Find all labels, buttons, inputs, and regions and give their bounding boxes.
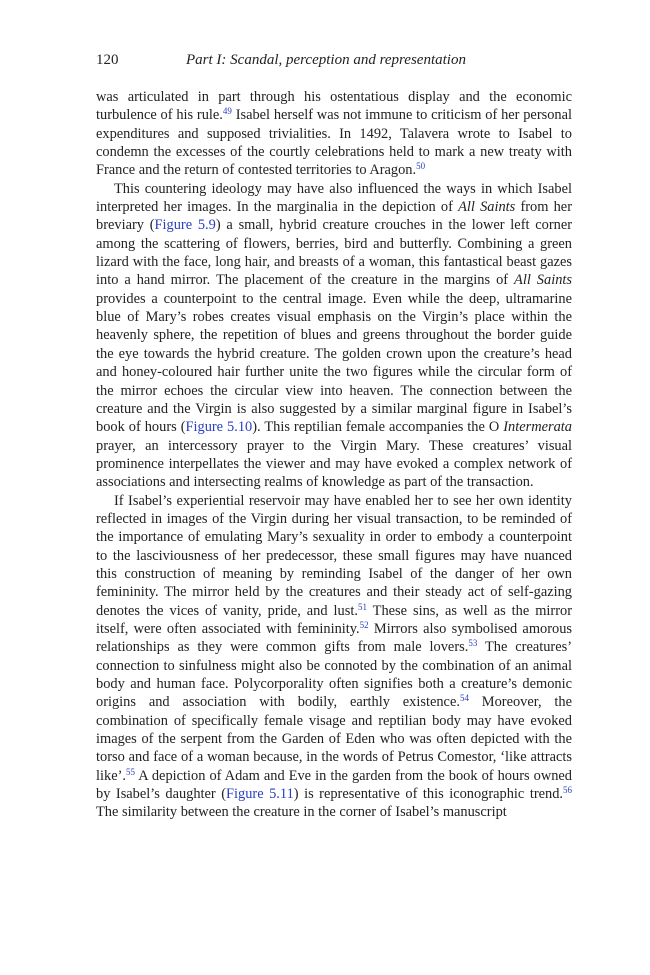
- text-run: Isabel herself was not immune to criticism of her personal expenditures and supposed trivialities. In 1492, Talavera wrote to Isabel to condemn the excesses of the courtly celebrations held to mark a new treaty with France and the return of contested territories to Aragon.: [96, 107, 572, 179]
- text-run: The similarity between the creature in the corner of Isabel’s manuscript: [96, 804, 507, 821]
- text-run: If Isabel’s experiential reservoir may have enabled her to see her own identity reflected in images of the Virgin during her visual transaction, to be reminded of the importance of emulating Mary’s sexuality in order to embody a counterpoint to the lasciviousness of her predecessor, these small figures may have nuanced this construction of meaning by reminding Isabel of the danger of her own femininity. The mirror held by the creatures and their steady act of self-gazing denotes the vices of vanity, pride, and lust.: [96, 492, 572, 619]
- text-run: was articulated in part through his ostentatious display and the economic turbulence of his rule.: [96, 89, 572, 124]
- text-run: prayer, an intercessory prayer to the Virgin Mary. These creatures’ visual prominence interpellates the viewer and may have evoked a complex network of associations and intersecting realms of knowledge as part of the transaction.: [96, 437, 572, 491]
- paragraph-2: [96, 180, 572, 492]
- text-run: Moreover, the combination of specifically female visage and reptilian body may have evoked images of the serpent from the Garden of Eden who was often depicted with the torso and face of a woman because, in the words of Petrus Comestor, ‘like attracts like’.: [96, 694, 572, 784]
- page-header: [96, 50, 574, 70]
- running-head: Part I: Scandal, perception and representation: [186, 52, 466, 68]
- figure-link-5-11[interactable]: Figure 5.11: [226, 786, 294, 803]
- footnote-ref-50[interactable]: 50: [416, 161, 426, 172]
- footnote-ref-56[interactable]: 56: [563, 785, 572, 796]
- italic-title: All Saints: [458, 199, 516, 216]
- text-run: This countering ideology may have also influenced the ways in which Isabel interpreted her images. In the marginalia in the depiction of: [96, 180, 572, 216]
- italic-title: All Saints: [514, 272, 572, 289]
- figure-link-5-9[interactable]: Figure 5.9: [154, 217, 216, 234]
- text-run: ) is representative of this iconographic trend.: [293, 786, 563, 803]
- text-run: Mirrors also symbolised amorous relationships as they were common gifts from male lovers.: [96, 620, 572, 656]
- body-text: [96, 88, 572, 822]
- footnote-ref-51[interactable]: 51: [357, 601, 367, 612]
- text-run: from her breviary (: [96, 199, 572, 234]
- text-run: ). This reptilian female accompanies the O: [252, 419, 504, 436]
- footnote-ref-53[interactable]: 53: [468, 638, 478, 649]
- paragraph-3: [96, 492, 572, 822]
- footnote-ref-55[interactable]: 55: [125, 766, 135, 777]
- footnote-ref-52[interactable]: 52: [359, 619, 369, 630]
- paragraph-1: [96, 88, 572, 180]
- text-run: The creatures’ connection to sinfulness might also be connoted by the combination of an animal body and human face. Polycorporality often signifies both a creature’s demonic origins and association with bodily, earthly existence.: [96, 639, 572, 711]
- footnote-ref-54[interactable]: 54: [459, 693, 469, 704]
- text-run: ) a small, hybrid creature crouches in the lower left corner among the scattering of flowers, berries, bird and butterfly. Combining a green lizard with the face, long hair, and breasts of a woman, this fantastical beast gazes into a hand mirror. The placement of the creature in the margins of: [96, 217, 572, 289]
- text-run: provides a counterpoint to the central image. Even while the deep, ultramarine blue of Mary’s robes creates visual emphasis on the Virgin’s place within the heavenly sphere, the repetition of blues and greens throughout the border guide the eye towards the hybrid creature. The golden crown upon the creature’s head and honey-coloured hair further unite the two figures while the circular form of the mirror echoes the circular view into heaven. The connection between the creature and the Virgin is also suggested by a similar marginal figure in Isabel’s book of hours (: [96, 290, 572, 436]
- figure-link-5-10[interactable]: Figure 5.10: [185, 419, 253, 436]
- italic-title: Intermerata: [503, 419, 572, 436]
- text-run: These sins, as well as the mirror itself, were often associated with femininity.: [96, 602, 572, 637]
- page-number: 120: [96, 52, 119, 68]
- text-run: A depiction of Adam and Eve in the garden from the book of hours owned by Isabel’s daughter (: [96, 767, 572, 803]
- footnote-ref-49[interactable]: 49: [222, 106, 232, 117]
